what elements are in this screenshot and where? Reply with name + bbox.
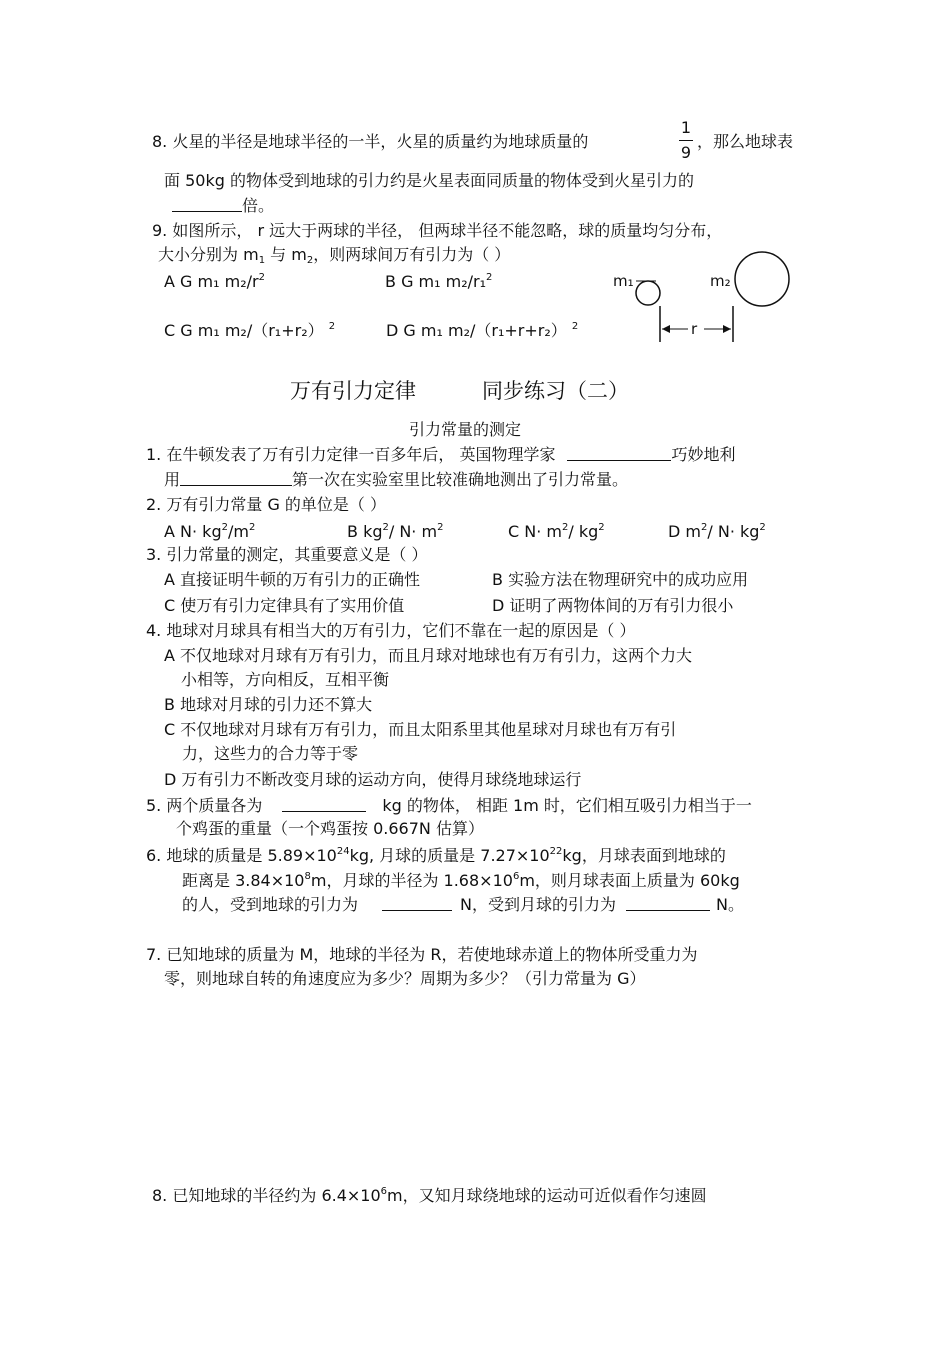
q5-line1 (146, 796, 752, 816)
q8-new-line1 (152, 1186, 707, 1206)
q6-text-b: kg, 月球的质量是 7.27×10 (349, 846, 550, 865)
q2-a-1: A N· kg (164, 522, 222, 541)
q5-line2: 个鸡蛋的重量（一个鸡蛋按 0.667N 估算） (176, 819, 484, 838)
sphere-m1 (636, 281, 660, 305)
q6-line2 (182, 871, 740, 891)
exponent: 2 (486, 272, 493, 283)
q4-option-c-line1: C 不仅地球对月球有万有引力，而且太阳系里其他星球对月球也有万有引 (164, 720, 677, 739)
q9-option-b-text: B G m₁ m₂/r₁ (385, 272, 487, 291)
q2-line1: 2. 万有引力常量 G 的单位是（ ） (146, 495, 387, 514)
q1-text-a: 1. 在牛顿发表了万有引力定律一百多年后， 英国物理学家 (146, 445, 556, 464)
q8-new-text-a: 8. 已知地球的半径约为 6.4×10 (152, 1186, 381, 1205)
fraction-denominator: 9 (680, 143, 692, 162)
q2-option-d: D $m^2/$ $N\cdot kg^2$ (668, 522, 766, 541)
q2-d-1: D m (668, 522, 701, 541)
fraction-numerator: 1 (680, 118, 692, 137)
q1-text-c: 用 (164, 470, 181, 489)
label-m1: m₁ (613, 272, 634, 290)
q7-line2: 零，则地球自转的角速度应为多少？周期为多少？（引力常量为 G） (164, 969, 646, 988)
arrowhead-left (662, 325, 670, 333)
q9-text-b: 与 m (265, 245, 307, 264)
exponent: 8 (304, 871, 311, 882)
q4-option-c-line2: 力，这些力的合力等于零 (182, 744, 359, 763)
q4-option-d: D 万有引力不断改变月球的运动方向，使得月球绕地球运行 (164, 770, 582, 789)
q3-option-c: C 使万有引力定律具有了实用价值 (164, 596, 405, 615)
q9-old-line1: 9. 如图所示， r 远大于两球的半径， 但两球半径不能忽略，球的质量均匀分布， (152, 221, 723, 240)
q9-option-b (385, 272, 492, 292)
q5-text-b: kg 的物体， 相距 1m 时，它们相互吸引力相当于一 (382, 796, 752, 815)
answer-blank[interactable] (282, 796, 366, 812)
exponent: 2 (328, 321, 336, 332)
q9-option-a-text: A G m₁ m₂/r (164, 272, 259, 291)
q9-option-c (164, 321, 335, 341)
label-r: r (691, 320, 698, 338)
q3-option-d: D 证明了两物体间的万有引力很小 (492, 596, 734, 615)
fraction-bar (679, 140, 693, 141)
q4-line1: 4. 地球对月球具有相当大的万有引力，它们不靠在一起的原因是（ ） (146, 621, 636, 640)
exponent: 6 (512, 871, 520, 882)
q4-option-b: B 地球对月球的引力还不算大 (164, 695, 373, 714)
q3-option-a: A 直接证明牛顿的万有引力的正确性 (164, 570, 421, 589)
q4-option-a-line1: A 不仅地球对月球有万有引力，而且月球对地球也有万有引力，这两个力大 (164, 646, 693, 665)
q1-text-d: 第一次在实验室里比较准确地测出了引力常量。 (292, 470, 629, 489)
answer-blank[interactable] (626, 895, 710, 911)
q8-old-line3 (172, 196, 274, 216)
q5-text-a: 5. 两个质量各为 (146, 796, 263, 815)
q9-text-a: 大小分别为 m (158, 245, 259, 264)
q8-old-suffix: 倍。 (242, 196, 275, 215)
q9-option-d (386, 321, 578, 341)
q1-line2 (164, 470, 628, 490)
section-title-right: 同步练习（二） (482, 379, 629, 403)
q7-line1: 7. 已知地球的质量为 M，地球的半径为 R，若使地球赤道上的物体所受重力为 (146, 945, 698, 964)
q6-text-d: 距离是 3.84×10 (182, 871, 305, 890)
q6-text-f: m，则月球表面上质量为 60kg (519, 871, 740, 890)
q6-line1 (146, 846, 726, 866)
q2-c-2: / kg (568, 522, 599, 541)
fraction-one-ninth (676, 118, 696, 163)
q6-text-c: kg，月球表面到地球的 (562, 846, 726, 865)
q9-text-c: ，则两球间万有引力为（ ） (313, 245, 511, 264)
q2-d-2: / N· kg (707, 522, 760, 541)
q6-text-e: m，月球的半径为 1.68×10 (310, 871, 513, 890)
q2-option-b: B $kg^2/$ $N\cdot m^2$ (347, 522, 444, 541)
sphere-m2 (735, 252, 789, 306)
section-title-left: 万有引力定律 (290, 379, 416, 403)
answer-blank[interactable] (567, 445, 671, 461)
q8-old-line1b: ，那么地球表 (697, 132, 794, 151)
exponent: 22 (549, 846, 563, 857)
q9-option-c-text: C G m₁ m₂/（r₁+r₂） (164, 321, 324, 340)
exponent: 6 (380, 1186, 388, 1197)
q1-text-b: 巧妙地利 (671, 445, 736, 464)
q6-text-a: 6. 地球的质量是 5.89×10 (146, 846, 337, 865)
q2-b-2: / N· m (388, 522, 438, 541)
arrowhead-right (723, 325, 731, 333)
answer-blank[interactable] (382, 895, 452, 911)
q6-text-i: N。 (716, 895, 744, 914)
answer-blank[interactable] (172, 196, 242, 212)
q2-option-c: C $N\cdot m^2/$ $kg^2$ (508, 522, 605, 541)
q2-c-1: C N· m (508, 522, 562, 541)
exponent: 24 (336, 846, 350, 857)
q8-old-line2: 面 50kg 的物体受到地球的引力约是火星表面同质量的物体受到火星引力的 (164, 171, 694, 190)
label-m2: m₂ (710, 272, 731, 290)
q1-line1 (146, 445, 735, 465)
exponent: 2 (571, 321, 579, 332)
q3-option-b: B 实验方法在物理研究中的成功应用 (492, 570, 749, 589)
q6-text-g: 的人，受到地球的引力为 (182, 895, 359, 914)
two-spheres-figure (600, 250, 800, 346)
q2-b-1: B kg (347, 522, 383, 541)
q6-line3 (182, 895, 744, 915)
q8-new-text-b: m，又知月球绕地球的运动可近似看作匀速圆 (387, 1186, 707, 1205)
q2-a-2: /m (227, 522, 249, 541)
q3-line1: 3. 引力常量的测定，其重要意义是（ ） (146, 545, 428, 564)
exponent: 2 (258, 272, 265, 283)
q4-option-a-line2: 小相等，方向相反，互相平衡 (181, 670, 390, 689)
section-subtitle: 引力常量的测定 (409, 420, 522, 439)
q8-old-line1a: 8. 火星的半径是地球半径的一半，火星的质量约为地球质量的 (152, 132, 589, 151)
q9-old-line2: 大小分别为 $m_1$ 与 $m_2$，则两球间万有引力为（ ） (158, 245, 511, 266)
q9-option-d-text: D G m₁ m₂/（r₁+r+r₂） (386, 321, 567, 340)
answer-blank[interactable] (180, 470, 292, 486)
q2-option-a: A $N\cdot kg^2/m^2$ (164, 522, 256, 541)
q6-text-h: N，受到月球的引力为 (460, 895, 616, 914)
q9-option-a (164, 272, 265, 292)
